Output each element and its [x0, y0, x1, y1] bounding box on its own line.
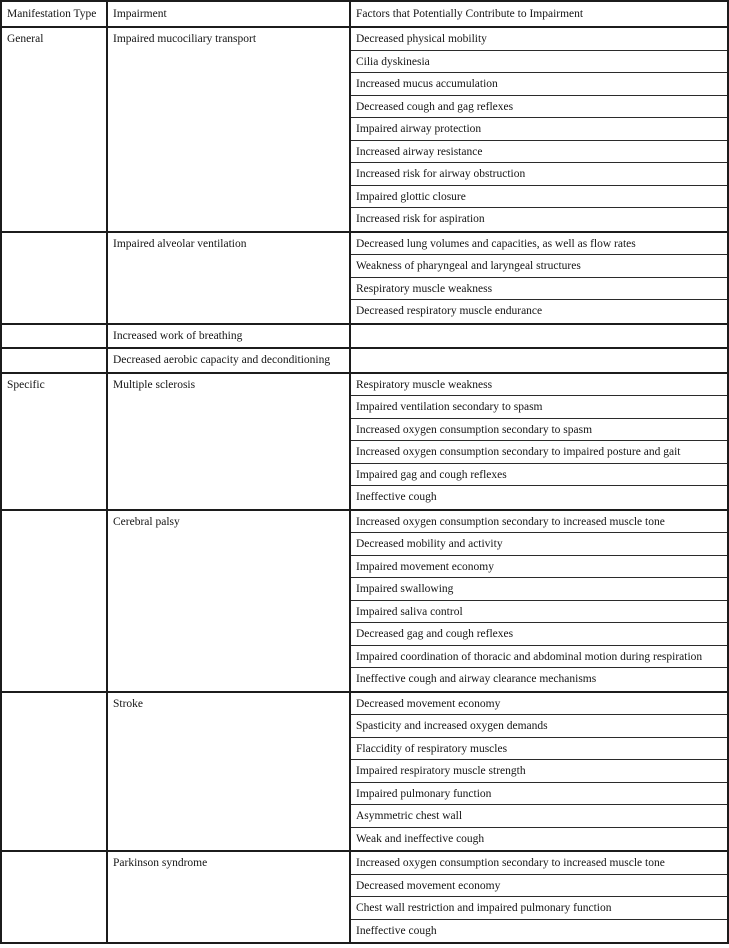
factor-row: Ineffective cough [356, 491, 437, 503]
table-group-row [2, 693, 727, 853]
factor-row: Weak and ineffective cough [356, 832, 485, 845]
factor-row: Impaired gag and cough reflexes [351, 464, 727, 487]
factor-row: Impaired pulmonary function [351, 783, 727, 806]
factor-row-empty [351, 325, 727, 348]
factor-row: Flaccidity of respiratory muscles [351, 738, 727, 761]
manifestation-type-cell [2, 349, 108, 372]
impairment-cell: Increased work of breathing [108, 325, 351, 348]
manifestation-type-cell: Specific [2, 374, 108, 509]
factor-row: Impaired coordination of thoracic and abdominal motion during respiration [351, 646, 727, 669]
factor-row: Respiratory muscle weakness [351, 374, 727, 397]
table-group-row [2, 325, 727, 350]
impairment-cell: Impaired alveolar ventilation [108, 233, 351, 323]
factor-row: Decreased cough and gag reflexes [351, 96, 727, 119]
table-group-row [2, 374, 727, 511]
manifestation-type-cell [2, 325, 108, 348]
impairment-cell: Multiple sclerosis [108, 374, 351, 509]
factor-row: Decreased movement economy [351, 875, 727, 898]
factor-row: Decreased gag and cough reflexes [351, 623, 727, 646]
table-body [2, 28, 727, 942]
factors-cell [351, 233, 727, 323]
factor-row: Impaired movement economy [351, 556, 727, 579]
header-manifestation-type: Manifestation Type [2, 2, 108, 26]
factor-row: Decreased respiratory muscle endurance [356, 305, 543, 317]
factor-row: Increased risk for aspiration [356, 213, 485, 225]
table-group-row [2, 349, 727, 374]
header-impairment: Impairment [108, 2, 351, 26]
factor-row: Asymmetric chest wall [351, 805, 727, 828]
factor-row: Increased airway resistance [351, 141, 727, 164]
table-group-row [2, 852, 727, 942]
factors-cell [351, 325, 727, 348]
factor-row: Ineffective cough [356, 924, 437, 937]
manifestation-type-cell [2, 511, 108, 691]
factor-row: Increased risk for airway obstruction [351, 163, 727, 186]
factors-cell [351, 511, 727, 691]
factor-row-empty [351, 349, 727, 372]
factors-cell [351, 852, 727, 942]
factors-cell [351, 374, 727, 509]
factor-row: Decreased lung volumes and capacities, as well as flow rates [351, 233, 727, 256]
factor-row: Spasticity and increased oxygen demands [351, 715, 727, 738]
factor-row: Respiratory muscle weakness [351, 278, 727, 301]
factor-row: Chest wall restriction and impaired pulmonary function [351, 897, 727, 920]
factor-row: Increased oxygen consumption secondary to spasm [351, 419, 727, 442]
factor-row: Impaired ventilation secondary to spasm [351, 396, 727, 419]
factor-row: Impaired respiratory muscle strength [351, 760, 727, 783]
impairment-cell: Cerebral palsy [108, 511, 351, 691]
factor-row: Increased oxygen consumption secondary to increased muscle tone [351, 511, 727, 534]
factor-row: Decreased mobility and activity [351, 533, 727, 556]
table-group-row [2, 511, 727, 693]
factor-row: Weakness of pharyngeal and laryngeal structures [351, 255, 727, 278]
manifestation-type-cell: General [2, 28, 108, 231]
table-header-row [2, 2, 727, 28]
factor-row: Impaired glottic closure [351, 186, 727, 209]
manifestation-type-cell [2, 852, 108, 942]
factors-cell [351, 349, 727, 372]
factor-row: Impaired swallowing [351, 578, 727, 601]
impairment-cell: Decreased aerobic capacity and deconditioning [108, 349, 351, 372]
factors-cell [351, 693, 727, 851]
factor-row: Decreased movement economy [351, 693, 727, 716]
factors-cell [351, 28, 727, 231]
factor-row: Ineffective cough and airway clearance mechanisms [356, 673, 597, 685]
impairment-cell: Impaired mucociliary transport [108, 28, 351, 231]
factor-row: Impaired saliva control [351, 601, 727, 624]
factor-row: Cilia dyskinesia [351, 51, 727, 74]
table-group-row [2, 28, 727, 233]
manifestation-type-cell [2, 233, 108, 323]
factor-row: Impaired airway protection [351, 118, 727, 141]
manifestation-type-cell [2, 693, 108, 851]
header-factors: Factors that Potentially Contribute to Impairment [356, 8, 584, 20]
impairment-cell: Parkinson syndrome [108, 852, 351, 942]
factor-row: Increased oxygen consumption secondary to increased muscle tone [351, 852, 727, 875]
factor-row: Increased mucus accumulation [351, 73, 727, 96]
factor-row: Decreased physical mobility [351, 28, 727, 51]
table-group-row [2, 233, 727, 325]
factor-row: Increased oxygen consumption secondary to impaired posture and gait [351, 441, 727, 464]
impairment-cell: Stroke [108, 693, 351, 851]
